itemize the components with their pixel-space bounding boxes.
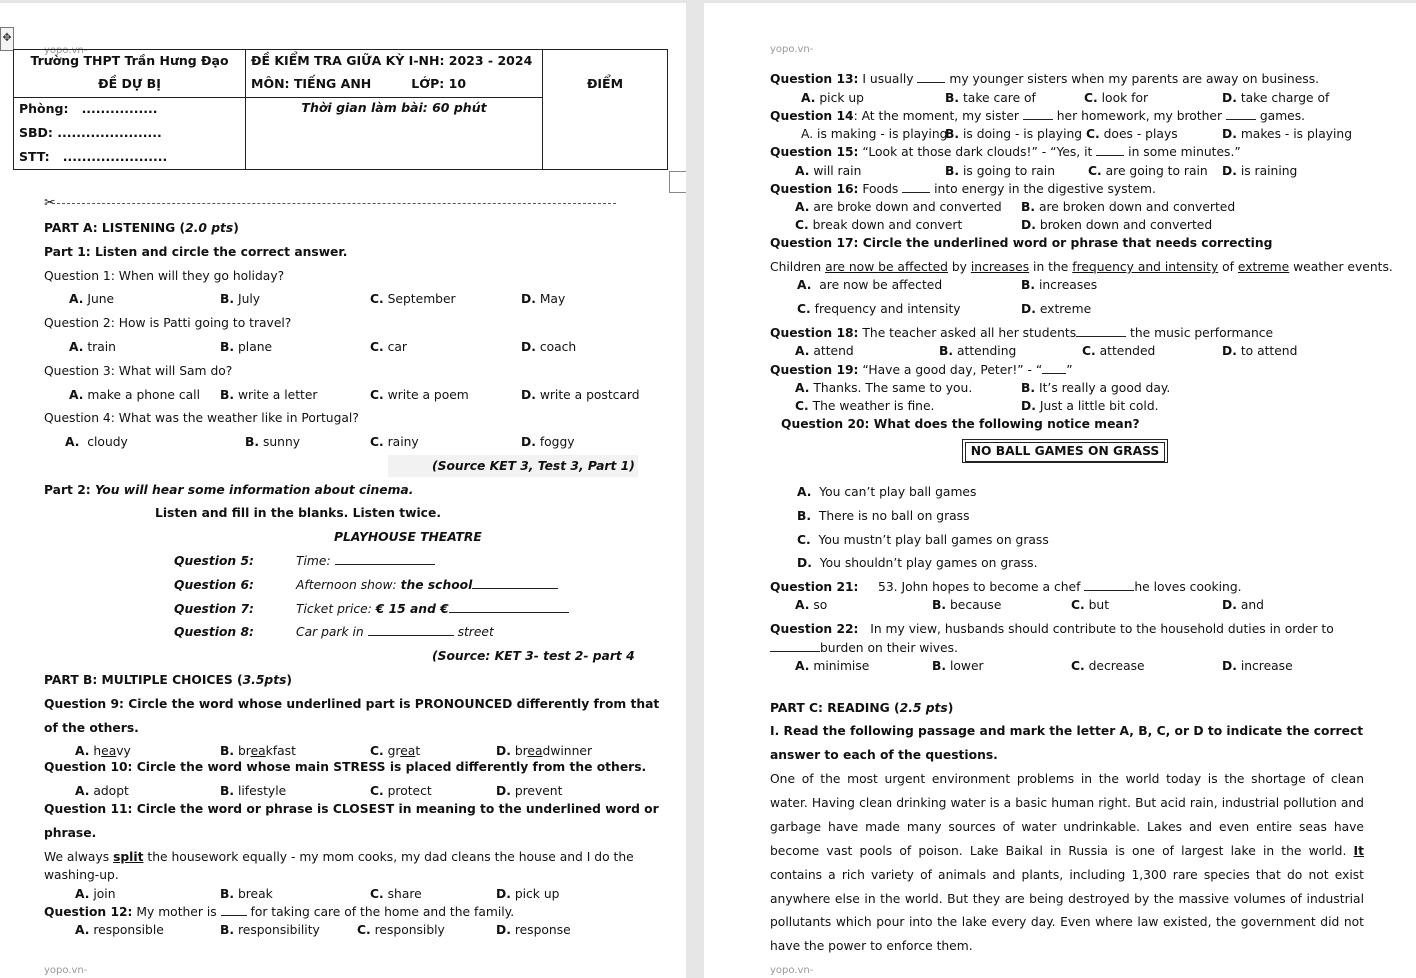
q21-option-c[interactable]: C. but: [1071, 598, 1110, 612]
q22-blank[interactable]: [770, 640, 820, 652]
q21-blank[interactable]: [1084, 579, 1134, 591]
q1-option-b[interactable]: B. July: [220, 292, 261, 306]
part-b-heading: PART B: MULTIPLE CHOICES (3.5pts): [44, 673, 293, 687]
room-label: Phòng:: [19, 101, 69, 116]
question-22: Question 22: In my view, husbands should contribute to the household duties in order to: [770, 622, 1334, 636]
q11-option-c[interactable]: C. share: [370, 887, 422, 901]
question-7-label: Question 7:: [174, 602, 254, 616]
q19-option-a[interactable]: A. Thanks. The same to you.: [795, 381, 973, 395]
source-note-1: (Source KET 3, Test 3, Part 1): [388, 455, 638, 477]
q10-option-b[interactable]: B. lifestyle: [220, 784, 287, 798]
footer-watermark: yopo.vn-: [770, 965, 814, 976]
footer-watermark: yopo.vn-: [44, 965, 88, 976]
exam-page-2: [704, 3, 1416, 978]
q2-option-d[interactable]: D. coach: [521, 340, 577, 354]
q22-option-d[interactable]: D. increase: [1222, 659, 1293, 673]
q9-option-c[interactable]: C. great: [370, 744, 421, 758]
q4-option-a[interactable]: A. cloudy: [65, 435, 128, 449]
q12-option-b[interactable]: B. responsibility: [220, 923, 320, 937]
q15-option-c[interactable]: C. are going to rain: [1088, 164, 1208, 178]
q13-option-a[interactable]: A. pick up: [801, 91, 864, 105]
question-17-sentence: Children are now be affected by increases in the frequency and intensity of extreme weather events.: [770, 260, 1393, 274]
question-18: Question 18: The teacher asked all her students the music performance: [770, 326, 1274, 340]
q20-option-d[interactable]: D. You shouldn’t play games on grass.: [797, 556, 1038, 570]
q14-option-a[interactable]: A. is making - is playing: [801, 127, 948, 141]
q21-option-b[interactable]: B. because: [932, 598, 1002, 612]
q10-option-a[interactable]: A. adopt: [75, 784, 129, 798]
q12-blank[interactable]: [221, 904, 247, 916]
q21-option-d[interactable]: D. and: [1222, 598, 1264, 612]
q4-option-c[interactable]: C. rainy: [370, 435, 419, 449]
exam-header-table: [13, 49, 668, 170]
q5-blank[interactable]: [335, 553, 435, 565]
q9-option-d[interactable]: D. breadwinner: [496, 744, 593, 758]
question-4: Question 4: What was the weather like in Portugal?: [44, 411, 359, 425]
q17-option-a[interactable]: A. are now be affected: [797, 278, 943, 292]
question-11-line2: phrase.: [44, 826, 97, 840]
q3-option-a[interactable]: A. make a phone call: [69, 388, 200, 402]
q15-blank[interactable]: [1096, 144, 1124, 156]
q2-option-a[interactable]: A. train: [69, 340, 116, 354]
q1-option-a[interactable]: A. June: [69, 292, 115, 306]
q18-option-c[interactable]: C. attended: [1082, 344, 1156, 358]
school-name: Trường THPT Trần Hưng Đạo: [30, 53, 229, 68]
notice-box: [962, 439, 1168, 463]
q17-option-c[interactable]: C. frequency and intensity: [797, 302, 961, 316]
question-11-sentence-line2: washing-up.: [44, 868, 119, 882]
time-label: Thời gian làm bài: 60 phút: [301, 100, 487, 115]
reading-instruction-line1: I. Read the following passage and mark the letter A, B, C, or D to indicate the correct: [770, 724, 1364, 738]
q22-option-c[interactable]: C. decrease: [1071, 659, 1145, 673]
question-13: Question 13: I usually my younger sisters when my parents are away on business.: [770, 72, 1320, 86]
reading-instruction-line2: answer to each of the questions.: [770, 748, 998, 762]
q9-option-a[interactable]: A. heavy: [75, 744, 131, 758]
question-14: Question 14: At the moment, my sister her homework, my brother games.: [770, 109, 1306, 123]
q12-option-d[interactable]: D. response: [496, 923, 571, 937]
q13-option-c[interactable]: C. look for: [1084, 91, 1149, 105]
question-6-label: Question 6:: [174, 578, 254, 592]
q22-option-b[interactable]: B. lower: [932, 659, 984, 673]
reading-passage: One of the most urgent environment problems in the world today is the shortage of clean water. Having clean drinking water is a basic human right. But acid rain, industrial pollution and garbage have made many sources of water undrinkable. Lakes and even entire seas have become vast pools of poison. Lake Baikal in Russia is one of largest lake in the world. It contains a rich variety of animals and plants, including 1,300 rare species that do not exist anywhere else in the world. But they are being destroyed by the massive volumes of industrial pollutants which pour into the lake every day. Even where law existed, the government did not have the power to enforce them.: [770, 772, 1364, 954]
q15-option-b[interactable]: B. is going to rain: [945, 164, 1056, 178]
scissors-icon: ✂: [44, 195, 56, 211]
reserve-label: ĐỀ DỰ BỊ: [98, 76, 161, 91]
question-9-line2: of the others.: [44, 721, 139, 735]
content-control-box[interactable]: [669, 171, 686, 193]
move-handle-icon[interactable]: ✥: [0, 27, 14, 51]
q6-blank[interactable]: [472, 577, 558, 589]
q18-blank[interactable]: [1076, 325, 1126, 337]
question-6-text: Afternoon show: the school: [296, 577, 558, 594]
q2-option-c[interactable]: C. car: [370, 340, 407, 354]
cut-line: [52, 203, 616, 204]
q3-option-b[interactable]: B. write a letter: [220, 388, 318, 402]
question-17: Question 17: Circle the underlined word or phrase that needs correcting: [770, 236, 1273, 250]
room-dots: ................: [81, 101, 158, 116]
q16-option-b[interactable]: B. are broken down and converted: [1021, 200, 1236, 214]
question-19: Question 19: “Have a good day, Peter!” - “ ”: [770, 363, 1073, 377]
question-2: Question 2: How is Patti going to travel?: [44, 316, 292, 330]
exam-page-1: [0, 3, 686, 978]
q19-option-b[interactable]: B. It’s really a good day.: [1021, 381, 1171, 395]
source-note-2: (Source: KET 3- test 2- part 4: [432, 649, 635, 663]
question-3: Question 3: What will Sam do?: [44, 364, 233, 378]
q13-option-b[interactable]: B. take care of: [945, 91, 1036, 105]
part-2-heading: Part 2: You will hear some information about cinema.: [44, 483, 414, 497]
q10-option-c[interactable]: C. protect: [370, 784, 432, 798]
q11-option-d[interactable]: D. pick up: [496, 887, 560, 901]
q20-option-c[interactable]: C. You mustn’t play ball games on grass: [797, 533, 1049, 547]
question-15: Question 15: “Look at those dark clouds!” - “Yes, it in some minutes.”: [770, 145, 1241, 159]
q11-option-a[interactable]: A. join: [75, 887, 116, 901]
q14-blank-2[interactable]: [1226, 108, 1256, 120]
subject-label: MÔN: TIẾNG ANH: [251, 76, 372, 91]
q12-option-c[interactable]: C. responsibly: [357, 923, 445, 937]
q20-option-b[interactable]: B. There is no ball on grass: [797, 509, 970, 523]
q19-option-d[interactable]: D. Just a little bit cold.: [1021, 399, 1159, 413]
part-a-heading: PART A: LISTENING (2.0 pts): [44, 221, 239, 235]
question-7-text: Ticket price: € 15 and €: [296, 601, 569, 618]
q18-option-b[interactable]: B. attending: [939, 344, 1017, 358]
exam-title: ĐỀ KIỂM TRA GIỮA KỲ I-NH: 2023 - 2024: [251, 53, 533, 68]
q14-option-d[interactable]: D. makes - is playing: [1222, 127, 1353, 141]
q21-option-a[interactable]: A. so: [795, 598, 828, 612]
q3-option-c[interactable]: C. write a poem: [370, 388, 469, 402]
q4-option-d[interactable]: D. foggy: [521, 435, 575, 449]
class-label: LỚP: 10: [411, 76, 467, 91]
question-12: Question 12: My mother is for taking care of the home and the family.: [44, 905, 515, 919]
q9-option-b[interactable]: B. breakfast: [220, 744, 296, 758]
score-label: ĐIỂM: [586, 76, 624, 91]
question-22-line2: burden on their wives.: [770, 640, 958, 657]
watermark: yopo.vn-: [44, 45, 88, 56]
q4-option-b[interactable]: B. sunny: [245, 435, 301, 449]
q13-blank[interactable]: [917, 71, 945, 83]
q18-option-a[interactable]: A. attend: [795, 344, 854, 358]
part-c-heading: PART C: READING (2.5 pts): [770, 701, 954, 715]
question-20: Question 20: What does the following notice mean?: [781, 417, 1140, 431]
question-11-sentence: We always split the housework equally - my mom cooks, my dad cleans the house and I do the: [44, 850, 634, 864]
q18-option-d[interactable]: D. to attend: [1222, 344, 1298, 358]
q19-blank[interactable]: [1042, 362, 1066, 374]
question-5-text: Time:: [296, 553, 435, 570]
question-1: Question 1: When will they go holiday?: [44, 269, 285, 283]
q7-blank[interactable]: [449, 601, 569, 613]
question-5-label: Question 5:: [174, 554, 254, 568]
q17-option-b[interactable]: B. increases: [1021, 278, 1098, 292]
q15-option-a[interactable]: A. will rain: [795, 164, 862, 178]
q16-option-c[interactable]: C. break down and convert: [795, 218, 963, 232]
q16-blank[interactable]: [902, 181, 930, 193]
question-10: Question 10: Circle the word whose main STRESS is placed differently from the others.: [44, 760, 647, 774]
question-11-line1: Question 11: Circle the word or phrase is CLOSEST in meaning to the underlined word or: [44, 802, 659, 816]
q1-option-c[interactable]: C. September: [370, 292, 456, 306]
q15-option-d[interactable]: D. is raining: [1222, 164, 1298, 178]
q1-option-d[interactable]: D. May: [521, 292, 566, 306]
question-8-label: Question 8:: [174, 625, 254, 639]
q16-option-d[interactable]: D. broken down and converted: [1021, 218, 1213, 232]
q12-option-a[interactable]: A. responsible: [75, 923, 164, 937]
question-16: Question 16: Foods into energy in the digestive system.: [770, 182, 1156, 196]
stt-label: STT:: [19, 149, 50, 164]
sbd-label: SBD: ......................: [19, 125, 162, 140]
stt-dots: ......................: [62, 149, 168, 164]
question-8-text: Car park in street: [296, 625, 494, 639]
watermark: yopo.vn-: [770, 44, 814, 55]
q11-option-b[interactable]: B. break: [220, 887, 273, 901]
q8-blank[interactable]: [368, 624, 454, 636]
q19-option-c[interactable]: C. The weather is fine.: [795, 399, 935, 413]
question-21: Question 21: 53. John hopes to become a chef he loves cooking.: [770, 580, 1242, 594]
part-2-instruction: Listen and fill in the blanks. Listen twice.: [155, 506, 441, 520]
q22-option-a[interactable]: A. minimise: [795, 659, 870, 673]
q17-option-d[interactable]: D. extreme: [1021, 302, 1092, 316]
q20-option-a[interactable]: A. You can’t play ball games: [797, 485, 977, 499]
q10-option-d[interactable]: D. prevent: [496, 784, 563, 798]
q16-option-a[interactable]: A. are broke down and converted: [795, 200, 1002, 214]
question-9-line1: Question 9: Circle the word whose underlined part is PRONOUNCED differently from that: [44, 697, 660, 711]
part-1-heading: Part 1: Listen and circle the correct answer.: [44, 245, 348, 259]
notice-text: NO BALL GAMES ON GRASS: [965, 442, 1165, 462]
q3-option-d[interactable]: D. write a postcard: [521, 388, 640, 402]
q14-blank-1[interactable]: [1023, 108, 1053, 120]
q14-option-b[interactable]: B. is doing - is playing: [945, 127, 1083, 141]
q2-option-b[interactable]: B. plane: [220, 340, 273, 354]
q13-option-d[interactable]: D. take charge of: [1222, 91, 1330, 105]
theatre-title: PLAYHOUSE THEATRE: [334, 530, 482, 544]
q14-option-c[interactable]: C. does - plays: [1086, 127, 1178, 141]
